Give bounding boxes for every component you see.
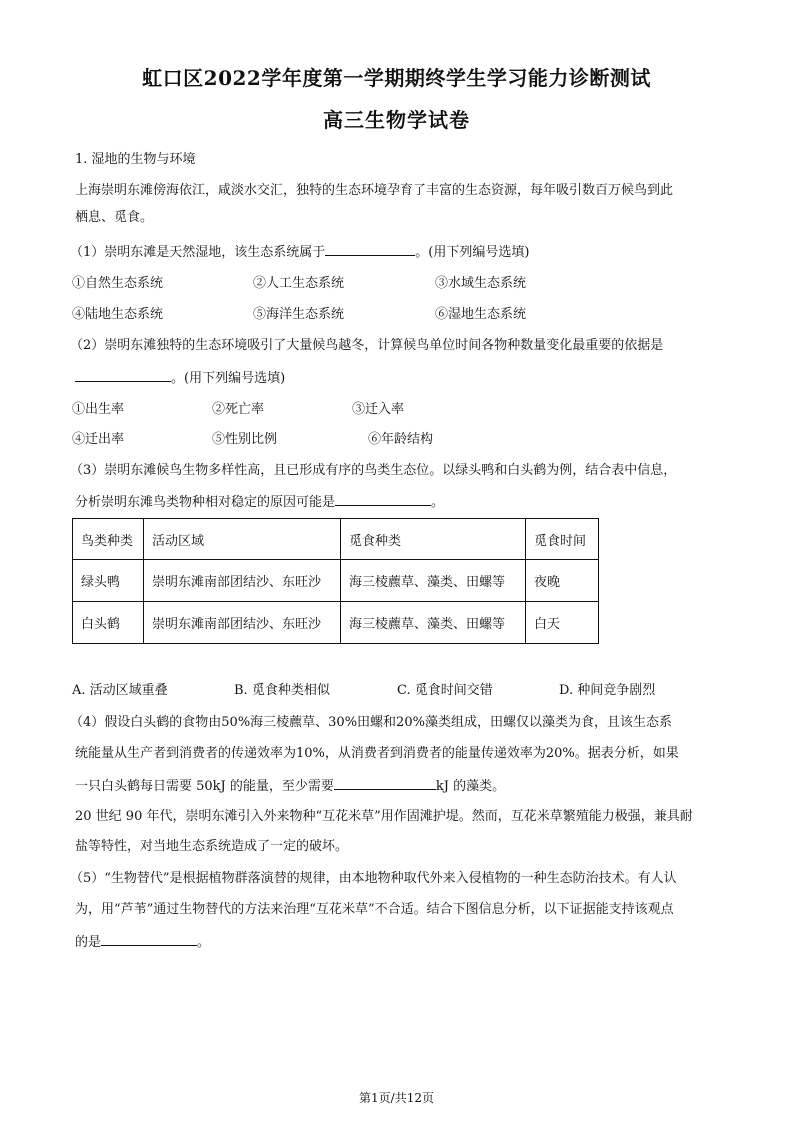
table-header-cell: 觅食时间: [526, 519, 599, 560]
table-header-cell: 觅食种类: [341, 519, 526, 560]
table-cell: 白头鹤: [73, 602, 144, 644]
table-cell: 夜晚: [526, 560, 599, 602]
q4-stem-end: kJ 的藻类。: [435, 779, 506, 794]
q1-stem-hint: 。(用下列编号选填): [415, 245, 530, 260]
q2-stem: [75, 368, 285, 388]
table-row: [73, 560, 599, 602]
q4-stem-text: 一只白头鹤每日需要 50kJ 的能量，至少需要: [75, 779, 334, 794]
table-row: [73, 602, 599, 644]
q5-stem: （5）“生物替代”是根据植物群落演替的规律，由本地物种取代外来入侵植物的一种生态防治技术。有人认: [70, 871, 677, 886]
q2-option: ④迁出率: [72, 432, 125, 447]
bird-table: [72, 518, 599, 644]
q1-stem: [70, 242, 529, 262]
answer-blank: [101, 932, 197, 946]
answer-blank: [335, 492, 431, 506]
q2-option: ⑤性别比例: [212, 432, 278, 447]
q3-stem-end: 。: [431, 495, 445, 510]
q2-option: ⑥年龄结构: [368, 432, 434, 447]
q2-stem: （2）崇明东滩独特的生态环境吸引了大量候鸟越冬，计算候鸟单位时间各物种数量变化最重要的依据是: [70, 338, 664, 353]
q3-stem: （3）崇明东滩候鸟生物多样性高，且已形成有序的鸟类生态位。以绿头鸭和白头鹤为例，结合表中信息，: [70, 463, 677, 478]
q2-option: ①出生率: [72, 402, 125, 417]
q1-option: ⑤海洋生态系统: [253, 307, 345, 322]
intro-text: 上海崇明东滩傍海依江，咸淡水交汇，独特的生态环境孕育了丰富的生态资源，每年吸引数百万候鸟到此: [75, 183, 674, 198]
page-number: 第1页/共12页: [359, 1091, 434, 1105]
context-text: 盐等特性，对当地生态系统造成了一定的破坏。: [75, 839, 349, 854]
q3-choice: C. 觅食时间交错: [397, 683, 493, 698]
q1-option: ⑥湿地生态系统: [435, 307, 527, 322]
q5-stem: 为，用“芦苇”通过生物替代的方法来治理“互花米草”不合适。结合下图信息分析，以下证据能支持该观点: [75, 902, 674, 917]
q5-stem-end: 。: [197, 935, 211, 950]
table-header-cell: 鸟类种类: [73, 519, 144, 560]
exam-title: 虹口区2022学年度第一学期期终学生学习能力诊断测试: [142, 66, 651, 90]
answer-blank: [75, 368, 171, 382]
context-text: 20 世纪 90 年代，崇明东滩引入外来物种“互花米草”用作固滩护堤。然而，互花米草繁殖能力极强，兼具耐: [75, 809, 693, 824]
table-cell: 崇明东滩南部团结沙、东旺沙: [144, 560, 341, 602]
q3-choice: A. 活动区域重叠: [72, 683, 168, 698]
table-header-cell: 活动区域: [144, 519, 341, 560]
question-heading: 1. 湿地的生物与环境: [75, 152, 196, 167]
q1-stem-text: （1）崇明东滩是天然湿地，该生态系统属于: [70, 245, 326, 260]
q3-stem: [75, 492, 444, 512]
q5-stem-text: 的是: [75, 935, 102, 950]
q3-choice: D. 种间竞争剧烈: [559, 683, 656, 698]
answer-blank: [325, 242, 415, 256]
q1-option: ④陆地生态系统: [72, 307, 164, 322]
exam-subtitle: 高三生物学试卷: [323, 108, 470, 132]
q1-option: ②人工生态系统: [253, 276, 345, 291]
q4-stem: （4）假设白头鹤的食物由50%海三棱藨草、30%田螺和20%藻类组成，田螺仅以藻类为食，且该生态系: [70, 715, 672, 730]
table-header-row: [73, 519, 599, 560]
table-cell: 绿头鸭: [73, 560, 144, 602]
q1-option: ③水域生态系统: [435, 276, 527, 291]
table-cell: 海三棱藨草、藻类、田螺等: [341, 560, 526, 602]
q4-stem: 统能量从生产者到消费者的传递效率为10%，从消费者到消费者的能量传递效率为20%。据表分析，如果: [75, 746, 679, 761]
q1-option: ①自然生态系统: [72, 276, 164, 291]
table-cell: 崇明东滩南部团结沙、东旺沙: [144, 602, 341, 644]
table-cell: 海三棱藨草、藻类、田螺等: [341, 602, 526, 644]
q3-stem-text: 分析崇明东滩鸟类物种相对稳定的原因可能是: [75, 495, 336, 510]
q2-stem-hint: 。(用下列编号选填): [171, 371, 286, 386]
q3-choice: B. 觅食种类相似: [234, 683, 330, 698]
answer-blank: [334, 776, 436, 790]
q5-stem: [75, 932, 210, 952]
table-cell: 白天: [526, 602, 599, 644]
q4-stem: [75, 776, 505, 796]
q2-option: ②死亡率: [212, 402, 265, 417]
intro-text: 栖息、觅食。: [75, 210, 154, 225]
q2-option: ③迁入率: [352, 402, 405, 417]
